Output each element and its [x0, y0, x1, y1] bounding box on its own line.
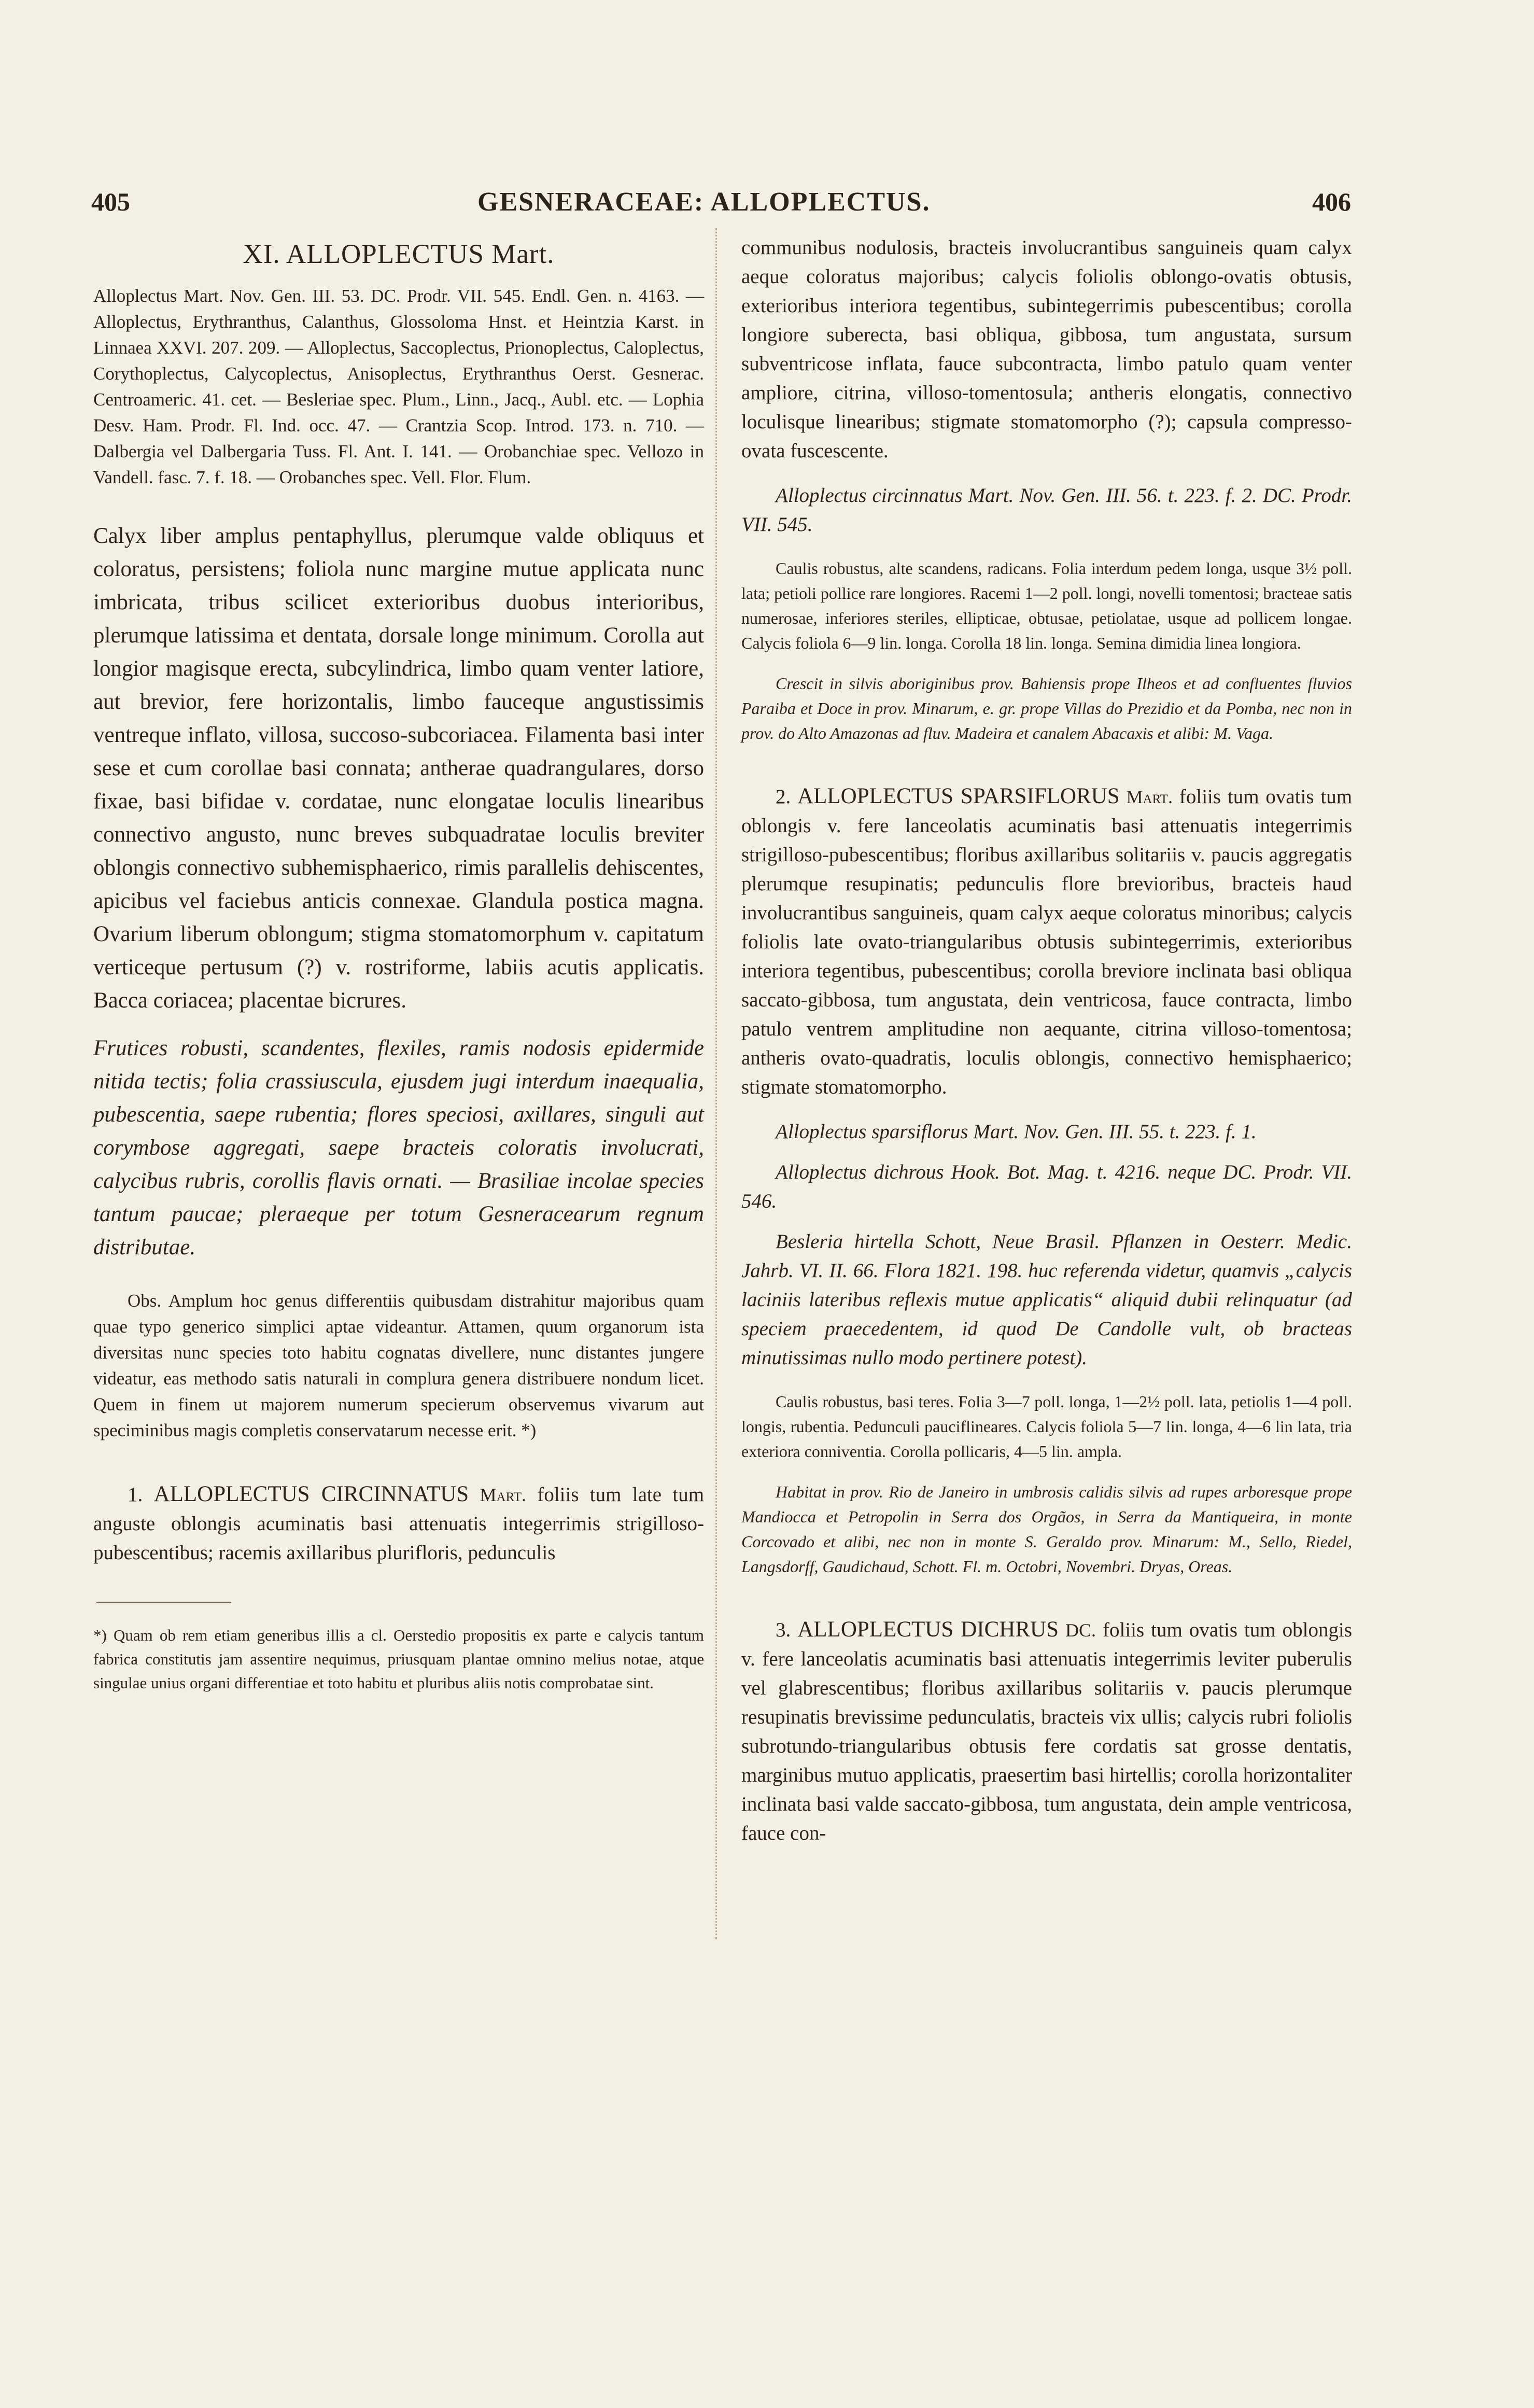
species-3-diagnosis: foliis tum ovatis tum oblongis v. fere lanceolatis acuminatis basi attenuatis integerrimis leviter puberulis vel glabrescentibus; floribus axillaribus solitariis v. paucis plerumque resupinatis brevissime pedunculatis, bracteis vix ullis; calycis rubri foliolis subrotundo-triangularibus obtusis fere cordatis sat grosse dentatis, marginibus mutuo applicatis, praesertim basi hirtellis; corolla horizontaliter inclinata basi valde saccato-gibbosa, tum angustata, dein ample ventricosa, fauce con- [741, 1619, 1353, 1844]
left-column [93, 233, 704, 1695]
species-1-locality: Crescit in silvis aboriginibus prov. Bahiensis prope Ilheos et ad confluentes fluvios Paraiba et Doce in prov. Minarum, e. gr. prope Villas do Prezidio et da Pomba, nec non in prov. do Alto Amazonas ad fluv. Madeira et canalem Abacaxis et alibi: M. Vaga. [741, 674, 1352, 743]
species-1-author: Mart. [480, 1485, 527, 1505]
synonymy: Alloplectus Mart. Nov. Gen. III. 53. DC. Prodr. VII. 545. Endl. Gen. n. 4163. — Alloplectus, Erythranthus, Calanthus, Glossoloma Hnst. et Heintzia Karst. in Linnaea XXVI. 207. 209. — Alloplectus, Saccoplectus, Prionoplectus, Caloplectus, Corythoplectus, Calycoplectus, Anisoplectus, Erythranthus Oerst. Gesnerac. Centroameric. 41. cet. — Besleriae spec. Plum., Linn., Jacq., Aubl. etc. — Lophia Desv. Ham. Prodr. Fl. Ind. occ. 47. — Crantzia Scop. Introd. 173. n. 710. — Dalbergia vel Dalbergaria Tuss. Fl. Ant. I. 141. — Orobanchiae spec. Vellozo in Vandell. fasc. 7. f. 18. — Orobanches spec. Vell. Flor. Flum. [93, 286, 704, 487]
species-1-description: Caulis robustus, alte scandens, radicans. Folia interdum pedem longa, usque 3½ poll. lata; petioli pollice rare longiores. Racemi 1—2 poll. longi, novelli tomentosi; bracteae satis numerosae, inferiores steriles, ellipticae, obtusae, petiolatae, usque ad pollicem longae. Calycis foliola 6—9 lin. longa. Corolla 18 lin. longa. Semina dimidia linea longiora. [741, 559, 1352, 652]
species-1-heading [93, 1480, 704, 1567]
page-number-left: 405 [91, 187, 130, 216]
species-2-diagnosis: foliis tum ovatis tum oblongis v. fere lanceolatis acuminatis basi attenuatis integerrimis strigilloso-pubescentibus; floribus axillaribus solitariis v. paucis aggregatis plerumque resupinatis; pedunculis flore brevioribus, bracteis haud involucrantibus sanguineis, quam calyx aeque coloratus minoribus; calycis foliolis late ovato-triangularibus obtusis subintegerrimis, exterioribus interiora tegentibus, pubescentibus; corolla breviore inclinata basi obliqua saccato-gibbosa, tum angustata, dein ventricosa, fauce contracta, limbo patulo ventrem amplitudine non aequante, citrina villoso-tomentosa; antheris ovato-quadratis, loculis oblongis, connectivo hemisphaerico; stigmate stomatomorpho. [741, 786, 1353, 1098]
species-2-citation-1: Alloplectus sparsiflorus Mart. Nov. Gen. III. 55. t. 223. f. 1. [776, 1121, 1257, 1143]
species-3-heading [741, 1615, 1352, 1848]
species-3-name: ALLOPLECTUS DICHRUS [797, 1617, 1059, 1642]
species-2-heading [741, 782, 1352, 1102]
species-1-name: ALLOPLECTUS CIRCINNATUS [153, 1482, 469, 1506]
species-3-author: DC. [1065, 1620, 1096, 1641]
genus-habit: Frutices robusti, scandentes, flexiles, ramis nodosis epidermide nitida tectis; folia crassiuscula, ejusdem jugi interdum inaequalia, pubescentia, saepe rubentia; flores speciosi, axillares, singuli aut corymbose aggregati, saepe bracteis coloratis involucrati, calycibus rubris, corollis flavis ornati. — Brasiliae incolae species tantum paucae; pleraeque per totum Gesneracearum regnum distributae. [93, 1036, 704, 1259]
species-2-locality: Habitat in prov. Rio de Janeiro in umbrosis calidis silvis ad rupes arboresque prope Mandiocca et Petropolin in Serra dos Orgãos, in Serra da Mantiqueira, in monte Corcovado et alibi, nec non in monte S. Geraldo prov. Minarum: M., Sello, Riedel, Langsdorff, Gaudichaud, Schott. Fl. m. Octobri, Novembri. Dryas, Oreas. [741, 1482, 1352, 1576]
page-header [91, 187, 1351, 223]
species-2-description: Caulis robustus, basi teres. Folia 3—7 poll. longa, 1—2½ poll. lata, petiolis 1—4 poll. longis, rubentia. Pedunculi pauciflineares. Calycis foliola 5—7 lin. longa, 4—6 lin lata, tria exteriora conniventia. Corolla pollicaris, 4—5 lin. ampla. [741, 1392, 1352, 1461]
species-2-name: ALLOPLECTUS SPARSIFLORUS [797, 784, 1120, 808]
footnote-rule [96, 1602, 231, 1603]
species-2-citation-3: Besleria hirtella Schott, Neue Brasil. Pflanzen in Oesterr. Medic. Jahrb. VI. II. 66. Flora 1821. 198. huc referenda videtur, quamvis „calycis laciniis lateribus reflexis mutue applicatis“ aliquid dubii relinquatur (ad speciem praecedentem, id quod De Candolle vult, ob bracteas minutissimas nullo modo pertinere potest). [741, 1230, 1352, 1369]
species-3-number: 3. [776, 1619, 791, 1641]
footnote: *) Quam ob rem etiam generibus illis a cl. Oerstedio propositis ex parte e calycis tantum fabrica constitutis jam assentire nequimus, priusquam plantae omnino melius notae, atque singulae unius organi differentiae et toto habitu et pluribus aliis notis comprobatae sint. [93, 1626, 704, 1692]
column-divider [715, 228, 717, 1939]
species-1-diagnosis-continued: communibus nodulosis, bracteis involucrantibus sanguineis quam calyx aeque coloratus majoribus; calycis foliolis oblongo-ovatis obtusis, exterioribus interiora tegentibus, subintegerrimis pubescentibus; corolla longiore suberecta, basi obliqua, gibbosa, tum angustata, sursum subventricose inflata, fauce subcontracta, limbo patulo quam venter ampliore, citrina, villoso-tomentosula; antheris elongatis, connectivo loculisque linearibus; stigmate stomatomorpho (?); capsula compresso-ovata fuscescente. [741, 236, 1352, 462]
species-1-diagnosis-start: foliis tum late tum anguste oblongis acuminatis basi attenuatis integerrimis strigilloso-pubescentibus; racemis axillaribus plurifloris, pedunculis [93, 1483, 705, 1564]
species-2-author: Mart. [1126, 787, 1173, 807]
species-1-number: 1. [128, 1483, 143, 1506]
page-number-right: 406 [1312, 187, 1351, 216]
species-2-citation-2: Alloplectus dichrous Hook. Bot. Mag. t. 4216. neque DC. Prodr. VII. 546. [741, 1161, 1352, 1212]
species-1-citation: Alloplectus circinnatus Mart. Nov. Gen. III. 56. t. 223. f. 2. DC. Prodr. VII. 545. [741, 484, 1352, 536]
species-2-number: 2. [776, 786, 791, 808]
right-column [741, 233, 1352, 1848]
running-title: GESNERACEAE: ALLOPLECTUS. [477, 187, 931, 217]
observation-note: Obs. Amplum hoc genus differentiis quibusdam distrahitur majoribus quam quae typo generico simplici aptae videantur. Attamen, quum organorum ista diversitas nunc species toto habitu cognatas divellere, nunc distantes jungere videatur, eas methodo satis naturali in complura genera distribuere nondum licet. Quem in finem ut majorem numerum specierum observemus vivarum aut speciminibus magis completis conservatarum necesse erit. *) [93, 1291, 704, 1440]
genus-title: XI. ALLOPLECTUS Mart. [243, 239, 555, 269]
genus-description: Calyx liber amplus pentaphyllus, plerumque valde obliquus et coloratus, persistens; foliola nunc margine mutue applicata nunc imbricata, tribus scilicet exterioribus duobus interioribus, plerumque latissima et dentata, dorsale longe minimum. Corolla aut longior magisque erecta, subcylindrica, limbo quam venter latiore, aut brevior, fere horizontalis, limbo fauceque angustissimis ventreque inflato, villosa, succoso-subcoriacea. Filamenta basi inter sese et cum corollae basi connata; antherae quadrangulares, dorso fixae, basi bifidae v. cordatae, nunc elongatae loculis linearibus connectivo angusto, nunc breves subquadratae loculis breviter oblongis connectivo subhemisphaerico, rimis parallelis dehiscentes, apicibus vel faciebus anticis connexae. Glandula postica magna. Ovarium liberum oblongum; stigma stomatomorphum v. capitatum verticeque pertusum (?) v. rostriforme, labiis acutis applicatis. Bacca coriacea; placentae bicrures. [93, 524, 704, 1013]
